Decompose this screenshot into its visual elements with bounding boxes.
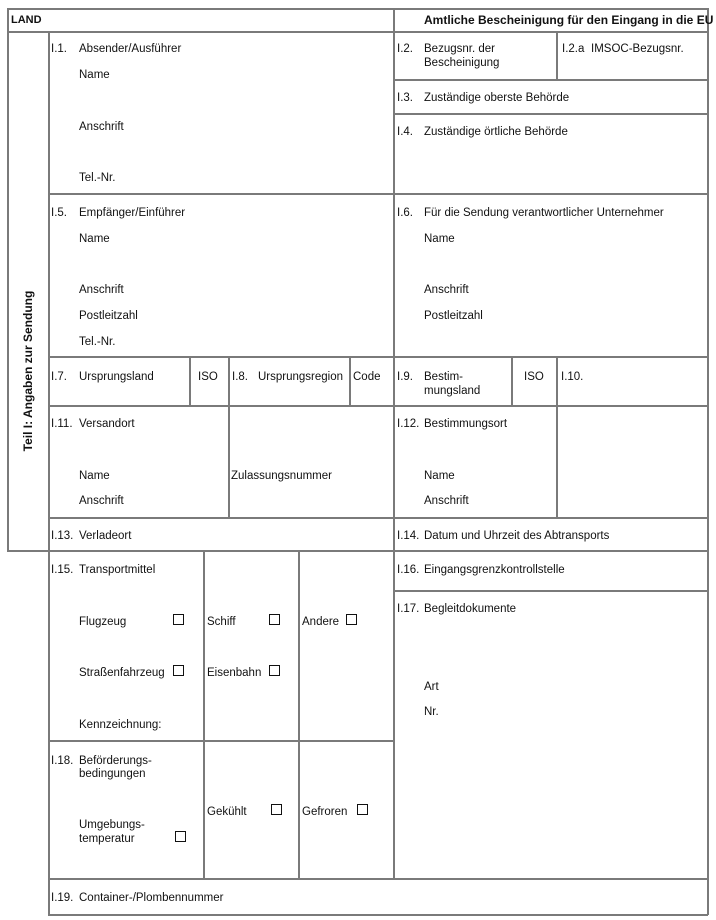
field-label: Empfänger/Einführer — [79, 207, 186, 219]
certificate-title: Amtliche Bescheinigung für den Eingang in die EU — [424, 13, 714, 27]
field-label: IMSOC-Bezugsnr. — [591, 43, 684, 55]
field-number: I.19. — [51, 892, 74, 904]
field-number: I.15. — [51, 564, 74, 576]
field-label: Datum und Uhrzeit des Abtransports — [424, 530, 610, 542]
dispatch-name-label: Name — [79, 470, 110, 482]
field-number: I.10. — [561, 371, 584, 383]
iso-label: ISO — [198, 371, 218, 383]
dispatch-address-label: Anschrift — [79, 495, 124, 507]
field-number: I.14. — [397, 530, 420, 542]
operator-address-label: Anschrift — [424, 284, 469, 296]
rail-checkbox[interactable] — [269, 665, 280, 676]
field-number: I.5. — [51, 207, 67, 219]
field-number: I.11. — [51, 418, 73, 430]
approval-number-label: Zulassungsnummer — [231, 470, 332, 482]
field-number: I.3. — [397, 92, 413, 104]
consignee-address-label: Anschrift — [79, 284, 124, 296]
operator-name-label: Name — [424, 233, 455, 245]
country-label: LAND — [11, 14, 42, 26]
ship-label: Schiff — [207, 616, 236, 628]
ship-checkbox[interactable] — [269, 614, 280, 625]
rail-label: Eisenbahn — [207, 667, 262, 679]
field-label: Container-/Plombennummer — [79, 892, 224, 904]
document-type-label: Art — [424, 681, 439, 693]
consignor-tel-label: Tel.-Nr. — [79, 172, 116, 184]
iso-label: ISO — [524, 371, 544, 383]
field-label: Begleitdokumente — [424, 603, 517, 615]
field-number: I.16. — [397, 564, 420, 576]
road-vehicle-label: Straßenfahrzeug — [79, 667, 165, 679]
code-label: Code — [353, 371, 381, 383]
field-label: Eingangsgrenzkontrollstelle — [424, 564, 565, 576]
consignee-tel-label: Tel.-Nr. — [79, 336, 116, 348]
field-label: Bezugsnr. der — [424, 43, 495, 55]
field-number: I.6. — [397, 207, 413, 219]
field-number: I.17. — [397, 603, 420, 615]
frozen-checkbox[interactable] — [357, 804, 368, 815]
field-label: Absender/Ausführer — [79, 43, 182, 55]
field-number: I.12. — [397, 418, 420, 430]
field-label: Bestimmungsort — [424, 418, 508, 430]
consignee-name-label: Name — [79, 233, 110, 245]
destination-address-label: Anschrift — [424, 495, 469, 507]
frozen-label: Gefroren — [302, 806, 348, 818]
identification-label: Kennzeichnung: — [79, 719, 162, 731]
part-one-label: Teil I: Angaben zur Sendung — [21, 290, 35, 452]
road-vehicle-checkbox[interactable] — [173, 665, 184, 676]
field-label-cont: mungsland — [424, 385, 481, 397]
field-label: Verladeort — [79, 530, 132, 542]
field-label-cont: Bescheinigung — [424, 57, 500, 69]
field-number: I.7. — [51, 371, 67, 383]
field-number: I.18. — [51, 755, 74, 767]
field-label: Ursprungsland — [79, 371, 154, 383]
destination-name-label: Name — [424, 470, 455, 482]
field-number: I.2.a — [562, 43, 585, 55]
field-label: Versandort — [79, 418, 135, 430]
field-label: Ursprungsregion — [258, 371, 344, 383]
field-number: I.9. — [397, 371, 413, 383]
consignee-postcode-label: Postleitzahl — [79, 310, 138, 322]
chilled-checkbox[interactable] — [271, 804, 282, 815]
aircraft-checkbox[interactable] — [173, 614, 184, 625]
document-number-label: Nr. — [424, 706, 439, 718]
field-number: I.4. — [397, 126, 413, 138]
ambient-label-cont: temperatur — [79, 833, 135, 845]
field-label: Zuständige oberste Behörde — [424, 92, 570, 104]
operator-postcode-label: Postleitzahl — [424, 310, 483, 322]
field-label: Beförderungs- — [79, 755, 152, 767]
field-label: Transportmittel — [79, 564, 156, 576]
consignor-address-label: Anschrift — [79, 121, 124, 133]
field-number: I.1. — [51, 43, 67, 55]
field-label: Für die Sendung verantwortlicher Unternehmer — [424, 207, 664, 219]
field-label: Bestim- — [424, 371, 463, 383]
ambient-label: Umgebungs- — [79, 819, 145, 831]
field-label: Zuständige örtliche Behörde — [424, 126, 568, 138]
consignor-name-label: Name — [79, 69, 110, 81]
aircraft-label: Flugzeug — [79, 616, 127, 628]
field-number: I.13. — [51, 530, 74, 542]
other-checkbox[interactable] — [346, 614, 357, 625]
ambient-checkbox[interactable] — [175, 831, 186, 842]
chilled-label: Gekühlt — [207, 806, 247, 818]
field-number: I.8. — [232, 371, 248, 383]
other-label: Andere — [302, 616, 340, 628]
field-number: I.2. — [397, 43, 413, 55]
field-label-cont: bedingungen — [79, 768, 146, 780]
